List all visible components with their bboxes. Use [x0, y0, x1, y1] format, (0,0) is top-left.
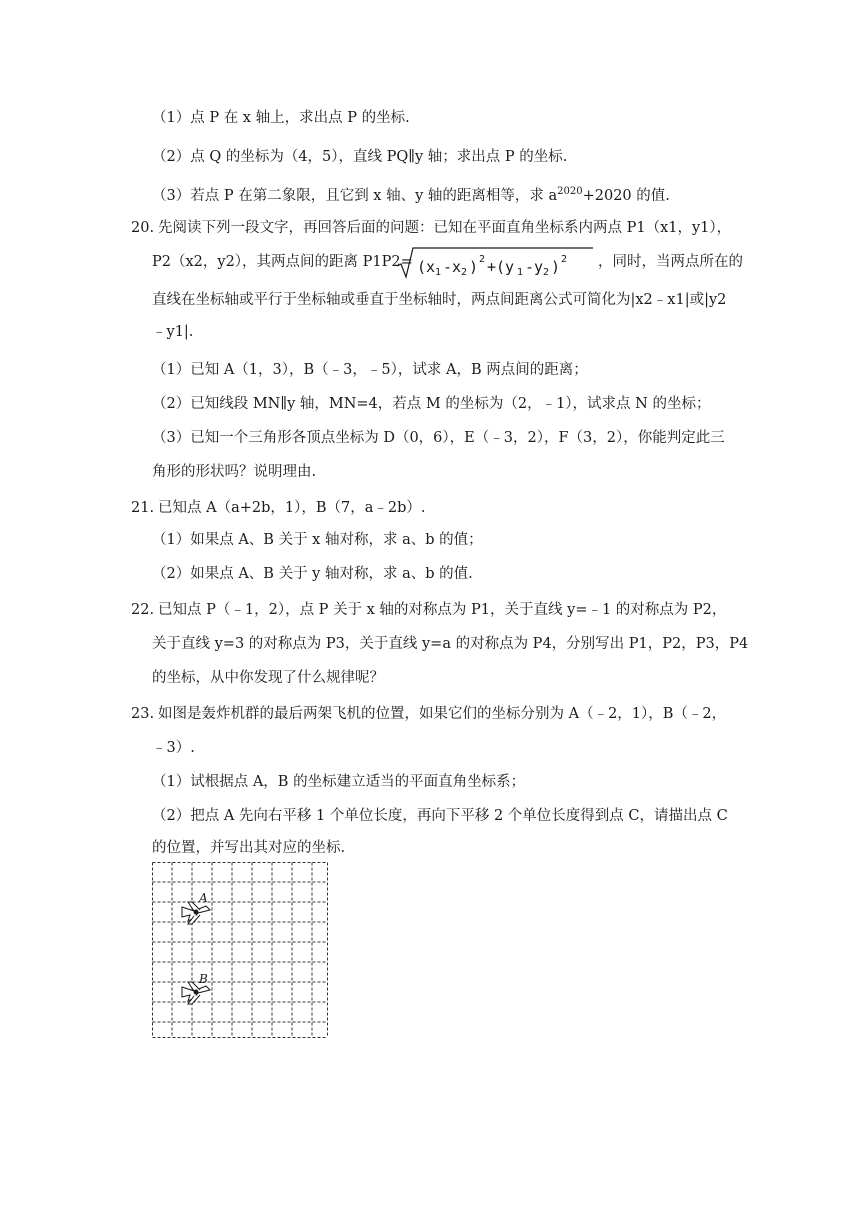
svg-text:1: 1: [435, 267, 442, 278]
q21-stem: 已知点 A（a+2b，1），B（7，a﹣2b）.: [158, 500, 426, 516]
q21-sub2: （2）如果点 A、B 关于 y 轴对称，求 a、b 的值.: [152, 566, 473, 582]
svg-text:-x: -x: [443, 258, 462, 276]
q22-line3: 的坐标，从中你发现了什么规律呢？: [152, 670, 384, 686]
q19-part2: （2）点 Q 的坐标为（4，5），直线 PQ∥y 轴；求出点 P 的坐标.: [152, 149, 568, 165]
q20-sub2: （2）已知线段 MN∥y 轴，MN=4，若点 M 的坐标为（2，﹣1），试求点 N 的坐标；: [152, 396, 711, 412]
q20-line4: ﹣y1|.: [152, 324, 194, 340]
q19-part3: （3）若点 P 在第二象限，且它到 x 轴、y 轴的距离相等，求 $a^{2020}+2020$ 的值.: [152, 186, 670, 204]
svg-text:2: 2: [561, 254, 568, 265]
svg-text:(x: (x: [417, 258, 436, 276]
point-b-label: B: [199, 972, 208, 986]
svg-text:1: 1: [517, 267, 524, 278]
svg-text:2: 2: [479, 254, 486, 265]
q20-number: 20.: [131, 220, 155, 236]
q23-sub2b: 的位置，并写出其对应的坐标.: [152, 840, 346, 856]
q23-line1: 如图是轰炸机群的最后两架飞机的位置，如果它们的坐标分别为 A（﹣2，1），B（﹣2，: [158, 706, 727, 722]
distance-formula: [395, 244, 595, 280]
q21-sub1: （1）如果点 A、B 关于 x 轴对称，求 a、b 的值；: [152, 532, 483, 548]
airplane-a-icon: [182, 902, 210, 924]
q19-part1: （1）点 P 在 x 轴上，求出点 P 的坐标.: [152, 110, 410, 126]
q20-line2b: ，同时，当两点所在的: [598, 254, 743, 270]
q22-number: 22.: [131, 602, 155, 618]
q20-line3: 直线在坐标轴或平行于坐标轴或垂直于坐标轴时，两点间距离公式可简化为|x2﹣x1|或|y2: [152, 292, 727, 308]
q22-line2: 关于直线 y=3 的对称点为 P3，关于直线 y=a 的对称点为 P4，分别写出 P1，P2，P3，P4: [152, 636, 749, 652]
q23-sub1: （1）试根据点 A，B 的坐标建立适当的平面直角坐标系；: [152, 774, 526, 790]
svg-text:2: 2: [461, 267, 468, 278]
q23-sub2a: （2）把点 A 先向右平移 1 个单位长度，再向下平移 2 个单位长度得到点 C，请描出点 C: [152, 808, 728, 824]
q23-number: 23.: [131, 706, 155, 722]
q21-number: 21.: [131, 500, 155, 516]
point-a-label: A: [199, 891, 208, 905]
q20-sub3b: 角形的形状吗？说明理由.: [152, 464, 317, 480]
svg-text:+(y: +(y: [487, 258, 515, 276]
svg-text:2: 2: [543, 267, 550, 278]
q20-line2a: P2（x2，y2），其两点间的距离 P1P2=: [152, 254, 413, 270]
svg-text:): ): [551, 258, 561, 276]
q20-sub1: （1）已知 A（1，3），B（﹣3，﹣5），试求 A，B 两点间的距离；: [152, 362, 588, 378]
svg-text:): ): [469, 258, 479, 276]
q23-line2: ﹣3）.: [152, 740, 195, 756]
airplane-grid-figure: [152, 862, 328, 1038]
q22-line1: 已知点 P（﹣1，2），点 P 关于 x 轴的对称点为 P1，关于直线 y=﹣1 的对称点为 P2，: [158, 602, 727, 618]
svg-text:-y: -y: [525, 258, 544, 276]
q20-sub3a: （3）已知一个三角形各顶点坐标为 D（0，6），E（﹣3，2），F（3，2），你能判定此三: [152, 430, 725, 446]
dashed-grid: [152, 862, 328, 1038]
q20-line1: 先阅读下列一段文字，再回答后面的问题：已知在平面直角坐标系内两点 P1（x1，y1），: [158, 220, 732, 236]
